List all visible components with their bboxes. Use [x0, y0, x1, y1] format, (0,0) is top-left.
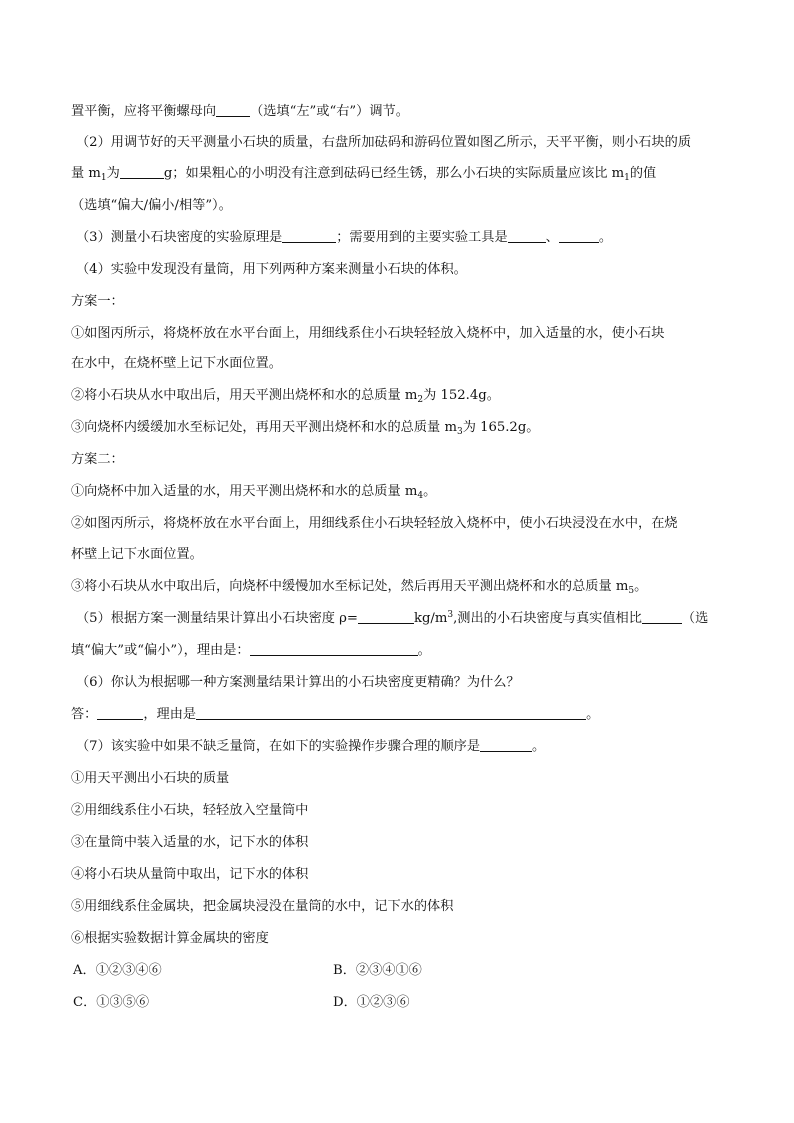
- q7-line: [76, 738, 736, 756]
- text: ；需要用到的主要实验工具是: [336, 230, 508, 245]
- text: ，理由是: [143, 707, 197, 722]
- line-balance-adjust: [71, 103, 731, 121]
- text: 的值: [629, 166, 657, 181]
- answer-blank[interactable]: [480, 738, 532, 752]
- answer-blank[interactable]: [196, 706, 586, 720]
- plan1-step1-line2: [71, 355, 731, 373]
- option-a[interactable]: A．①②③④⑥: [73, 963, 162, 978]
- q7-step-5: [71, 898, 731, 916]
- answer-blank[interactable]: [559, 229, 599, 243]
- answer-blank[interactable]: [282, 229, 336, 243]
- text: 。: [532, 739, 546, 754]
- text: 填“偏大”或“偏小”），理由是：: [71, 643, 250, 658]
- q5-line-2: [71, 642, 731, 660]
- text: 。: [423, 484, 437, 499]
- q7-step-4: [71, 866, 731, 884]
- text: （4）实验中发现没有量筒，用下列两种方案来测量小石块的体积。: [76, 262, 467, 277]
- text: ②用细线系住小石块，轻轻放入空量筒中: [71, 803, 309, 818]
- text: 方案一：: [71, 294, 124, 309]
- q2-line-1: [76, 134, 736, 152]
- subscript: 1: [624, 173, 630, 183]
- text: ,测出的小石块密度与真实值相比: [453, 611, 642, 626]
- text: kg/m: [413, 611, 448, 626]
- options-row-2: [71, 994, 731, 1012]
- text: 为 165.2g。: [462, 420, 540, 435]
- plan2-step1: [71, 483, 731, 501]
- text: 。: [417, 643, 431, 658]
- q3-line: [76, 229, 736, 247]
- text: 量 m: [71, 166, 101, 181]
- q7-step-6: [71, 930, 731, 948]
- q4-line: [76, 261, 736, 279]
- text: ①如图丙所示，将烧杯放在水平台面上，用细线系住小石块轻轻放入烧杯中，加入适量的水，使小石块: [71, 326, 665, 341]
- text: ①向烧杯中加入适量的水，用天平测出烧杯和水的总质量 m: [71, 484, 418, 499]
- plan2-step2-line1: [71, 515, 731, 533]
- text: 置平衡，应将平衡螺母向: [71, 104, 217, 119]
- answer-blank[interactable]: [642, 610, 682, 624]
- text: ③向烧杯内缓缓加水至标记处，再用天平测出烧杯和水的总质量 m: [71, 420, 457, 435]
- q7-step-2: [71, 802, 731, 820]
- text: g；如果粗心的小明没有注意到砝码已经生锈，那么小石块的实际质量应该比 m: [163, 166, 625, 181]
- text: （选: [681, 611, 709, 626]
- text: ②如图丙所示，将烧杯放在水平台面上，用细线系住小石块轻轻放入烧杯中，使小石块浸没在水中，在烧: [71, 516, 678, 531]
- text: 在水中，在烧杯壁上记下水面位置。: [71, 356, 282, 371]
- text: ①用天平测出小石块的质量: [71, 771, 230, 786]
- text: ⑥根据实验数据计算金属块的密度: [71, 931, 269, 946]
- q6-line-1: [76, 674, 736, 692]
- answer-blank[interactable]: [216, 103, 250, 117]
- text: ⑤用细线系住金属块，把金属块浸没在量筒的水中，记下水的体积: [71, 899, 454, 914]
- text: （选填“左”或“右”）调节。: [250, 104, 409, 119]
- q7-step-1: [71, 770, 731, 788]
- text: （7）该实验中如果不缺乏量筒，在如下的实验操作步骤合理的顺序是: [76, 739, 481, 754]
- q2-line-2: [71, 165, 731, 183]
- answer-blank[interactable]: [120, 165, 164, 179]
- text: （3）测量小石块密度的实验原理是: [76, 230, 283, 245]
- answer-blank[interactable]: [508, 229, 546, 243]
- subscript: 3: [456, 427, 463, 437]
- text: （6）你认为根据哪一种方案测量结果计算出的小石块密度更精确？为什么？: [76, 675, 520, 690]
- text: ③在量筒中装入适量的水，记下水的体积: [71, 835, 309, 850]
- subscript: 1: [100, 173, 107, 183]
- option-b[interactable]: B．②③④①⑥: [333, 963, 422, 978]
- answer-blank[interactable]: [250, 642, 418, 656]
- text: ②将小石块从水中取出后，用天平测出烧杯和水的总质量 m: [71, 388, 418, 403]
- plan1-step3: [71, 419, 731, 437]
- text: 为 152.4g。: [423, 388, 500, 403]
- text: （选填“偏大/偏小/相等”）。: [71, 198, 232, 213]
- superscript: 3: [447, 610, 454, 620]
- plan2-step2-line2: [71, 546, 731, 564]
- text: （5）根据方案一测量结果计算出小石块密度 ρ=: [76, 611, 358, 626]
- text: 杯壁上记下水面位置。: [71, 547, 203, 562]
- options-row-1: [71, 962, 731, 980]
- text: 、: [545, 230, 559, 245]
- q5-line-1: [76, 610, 736, 628]
- text: ③将小石块从水中取出后，向烧杯中缓慢加水至标记处，然后再用天平测出烧杯和水的总质量 m: [71, 579, 629, 594]
- text: 。: [634, 579, 648, 594]
- plan1-title: [71, 293, 731, 311]
- plan2-title: [71, 451, 731, 469]
- option-c[interactable]: C．①③⑤⑥: [73, 995, 150, 1010]
- plan2-step3: [71, 578, 731, 596]
- answer-blank[interactable]: [358, 610, 414, 624]
- subscript: 4: [417, 491, 424, 501]
- plan1-step2: [71, 387, 731, 405]
- text: （2）用调节好的天平测量小石块的质量，右盘所加砝码和游码位置如图乙所示，天平平衡，则小石块的质: [76, 135, 692, 150]
- q2-line-3: [71, 197, 731, 215]
- answer-blank[interactable]: [97, 706, 143, 720]
- subscript: 2: [417, 395, 424, 405]
- text: 方案二：: [71, 452, 124, 467]
- q6-line-2: [71, 706, 731, 724]
- option-d[interactable]: D．①②③⑥: [333, 995, 410, 1010]
- text: 。: [586, 707, 600, 722]
- text: 为: [106, 166, 120, 181]
- text: 。: [598, 230, 613, 245]
- subscript: 5: [628, 586, 635, 596]
- text: 答：: [71, 707, 98, 722]
- plan1-step1-line1: [71, 325, 731, 343]
- text: ④将小石块从量筒中取出，记下水的体积: [71, 867, 309, 882]
- q7-step-3: [71, 834, 731, 852]
